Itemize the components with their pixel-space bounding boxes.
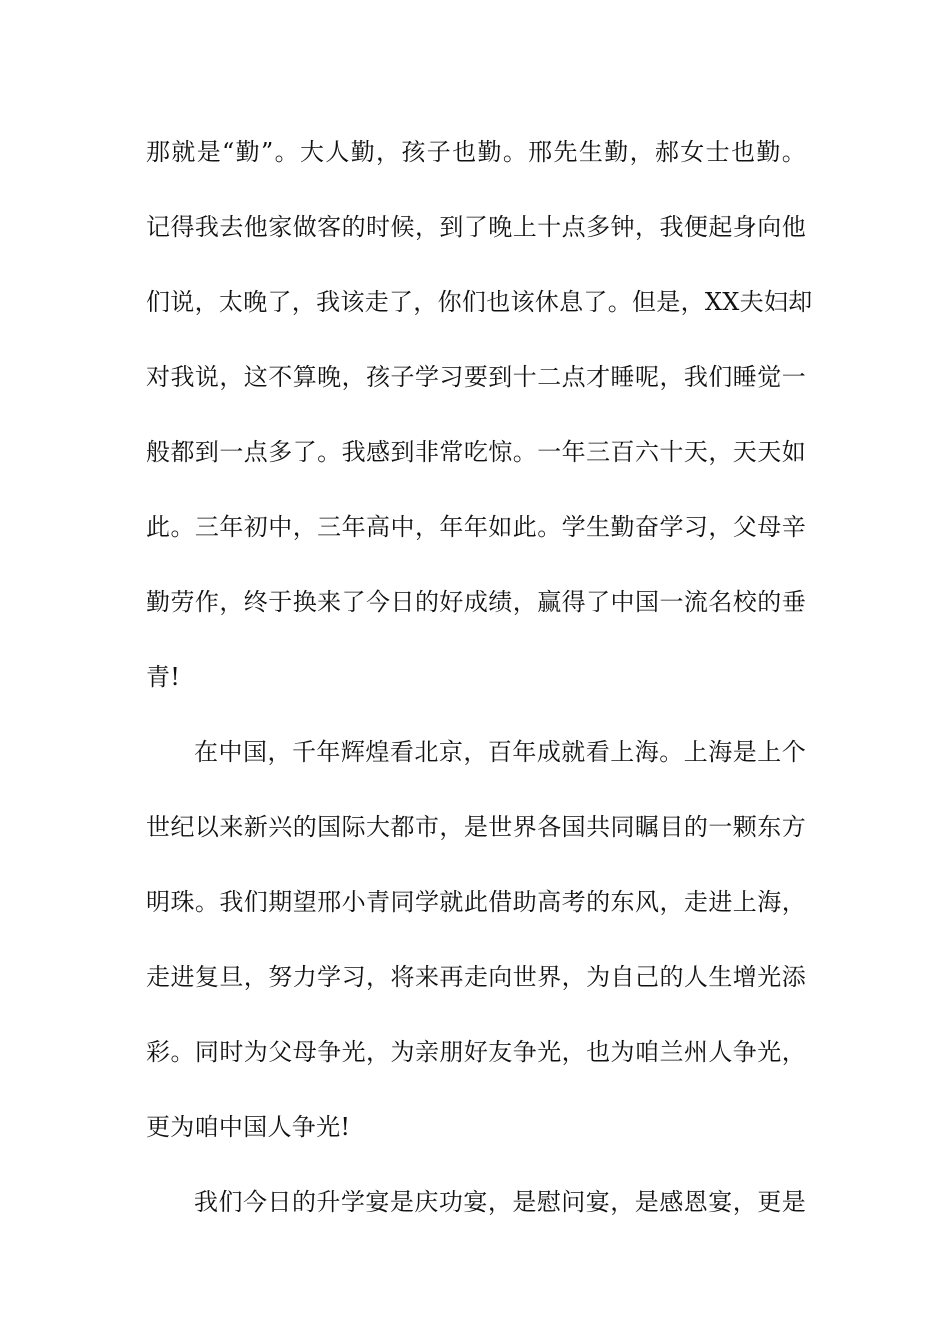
text-line: 明珠。我们期望邢小青同学就此借助高考的东风，走进上海， bbox=[146, 888, 806, 916]
text-line: 更为咱中国人争光! bbox=[146, 1113, 351, 1141]
paragraph-first-line: 在中国，千年辉煌看北京，百年成就看上海。上海是上个 bbox=[194, 738, 806, 766]
text-line: 世纪以来新兴的国际大都市，是世界各国共同瞩目的一颗东方 bbox=[146, 813, 806, 841]
paragraph-first-line: 我们今日的升学宴是庆功宴，是慰问宴，是感恩宴，更是 bbox=[194, 1188, 806, 1216]
text-line: 勤劳作，终于换来了今日的好成绩，赢得了中国一流名校的垂 bbox=[146, 588, 806, 616]
text-line: 青! bbox=[146, 663, 181, 691]
text-line: 记得我去他家做客的时候，到了晚上十点多钟，我便起身向他 bbox=[146, 213, 806, 241]
text-line: 那就是“勤”。大人勤，孩子也勤。邢先生勤，郝女士也勤。 bbox=[146, 138, 806, 166]
text-line: 走进复旦，努力学习，将来再走向世界，为自己的人生增光添 bbox=[146, 963, 806, 991]
text-line: 对我说，这不算晚，孩子学习要到十二点才睡呢，我们睡觉一 bbox=[146, 363, 806, 391]
text-line: 们说，太晚了，我该走了，你们也该休息了。但是，XX夫妇却 bbox=[146, 288, 813, 316]
text-line: 般都到一点多了。我感到非常吃惊。一年三百六十天，天天如 bbox=[146, 438, 806, 466]
text-line: 此。三年初中，三年高中，年年如此。学生勤奋学习，父母辛 bbox=[146, 513, 806, 541]
text-line: 彩。同时为父母争光，为亲朋好友争光，也为咱兰州人争光， bbox=[146, 1038, 806, 1066]
